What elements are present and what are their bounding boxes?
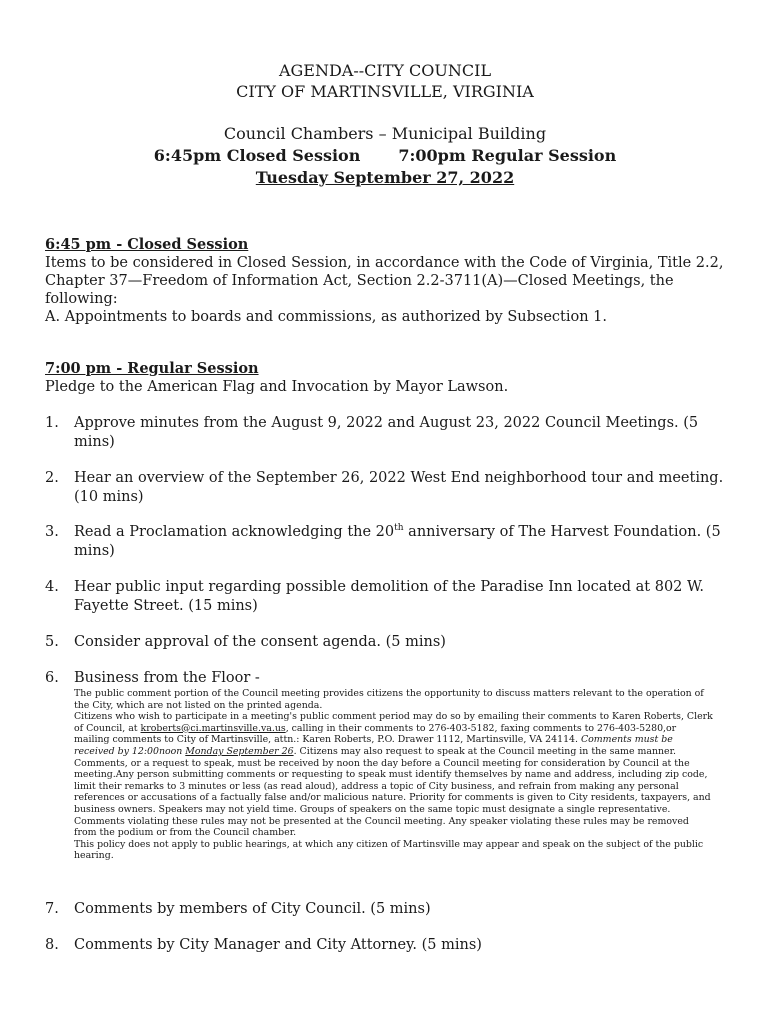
meeting-location: Council Chambers – Municipal Building (223, 124, 547, 143)
item-number: 7. (45, 901, 59, 917)
meeting-date: Tuesday September 27, 2022 (255, 168, 515, 187)
item-number: 1. (45, 415, 59, 431)
item-number: 3. (45, 524, 59, 540)
item-text: Approve minutes from the August 9, 2022 and August 23, 2022 Council Meetings. (5 mins) (74, 415, 699, 450)
agenda-title: AGENDA--CITY COUNCIL (278, 61, 492, 80)
item-number: 5. (45, 634, 59, 650)
item-number: 8. (45, 937, 59, 953)
closed-session-section (45, 236, 725, 326)
session-times (0, 145, 770, 166)
city-title: CITY OF MARTINSVILLE, VIRGINIA (236, 82, 534, 101)
policy-paragraph: Comments, or a request to speak, must be received by noon the day before a Council meeting for consideration by Council at the meeting.Any person submitting comments or requesting to speak must identify themselves by name and address, including zip code, limit their remarks to 3 minutes or less (as read aloud), address a topic of City business, and refrain from making any personal references or accusations of a factually false and/or malicious nature. Priority for comments is given to City residents, taxpayers, and business owners. Speakers may not yield time. Groups of speakers on the same topic must designate a single representative. Comments violating these rules may not be presented at the Council meeting. Any speaker violating these rules may be removed from the podium or from the Council chamber. (74, 757, 711, 839)
policy-paragraph: The public comment portion of the Council meeting provides citizens the opportunity to discuss matters relevant to the operation of the City, which are not listed on the printed agenda. (74, 688, 704, 711)
item-text: Business from the Floor - (74, 670, 260, 686)
pledge-line: Pledge to the American Flag and Invocation by Mayor Lawson. (45, 379, 509, 395)
regular-session-time: 7:00pm Regular Session (398, 146, 617, 165)
item-number: 4. (45, 579, 59, 595)
item-text: Comments by City Manager and City Attorney. (5 mins) (74, 937, 482, 953)
item-number: 6. (45, 670, 59, 686)
item-text: Hear public input regarding possible demolition of the Paradise Inn located at 802 W. Fayette Street. (15 mins) (74, 579, 704, 614)
regular-session-title: 7:00 pm - Regular Session (45, 360, 259, 377)
public-comment-policy (74, 688, 714, 862)
closed-session-time: 6:45pm Closed Session (153, 146, 361, 165)
closed-session-body: Items to be considered in Closed Session, in accordance with the Code of Virginia, Title 2.2, Chapter 37—Freedom of Information Act, Section 2.2-3711(A)—Closed Meetings, the following: (45, 255, 724, 307)
item-text: Read a Proclamation acknowledging the 20th anniversary of The Harvest Foundation. (5 mins) (74, 523, 721, 559)
comment-deadline: Monday September 26 (185, 745, 294, 757)
item-text: Consider approval of the consent agenda. (5 mins) (74, 634, 446, 650)
regular-session-section (45, 360, 725, 396)
closed-session-title: 6:45 pm - Closed Session (45, 236, 249, 253)
policy-paragraph: This policy does not apply to public hearings, at which any citizen of Martinsville may appear and speak on the subject of the public hearing. (74, 838, 704, 862)
item-number: 2. (45, 470, 59, 486)
closed-session-item-a: A. Appointments to boards and commissions, as authorized by Subsection 1. (45, 309, 608, 325)
policy-paragraph: Citizens who wish to participate in a meeting's public comment period may do so by emailing their comments to Karen Roberts, Clerk of Council, at kroberts@ci.martinsville.va.us, calling in their comments to 276-403-5182, faxing comments to 276-403-5280,or mailing comments to City of Martinsville, attn.: Karen Roberts, P.O. Drawer 1112, Martinsville, VA 24114. Comments must be received by 12:00noon Monday September 26. Citizens may also request to speak at the Council meeting in the same manner. (74, 711, 713, 757)
clerk-email-link[interactable]: kroberts@ci.martinsville.va.us (140, 722, 286, 734)
item-text: Hear an overview of the September 26, 2022 West End neighborhood tour and meeting. (10 mins) (74, 470, 724, 505)
item-text: Comments by members of City Council. (5 mins) (74, 901, 431, 917)
